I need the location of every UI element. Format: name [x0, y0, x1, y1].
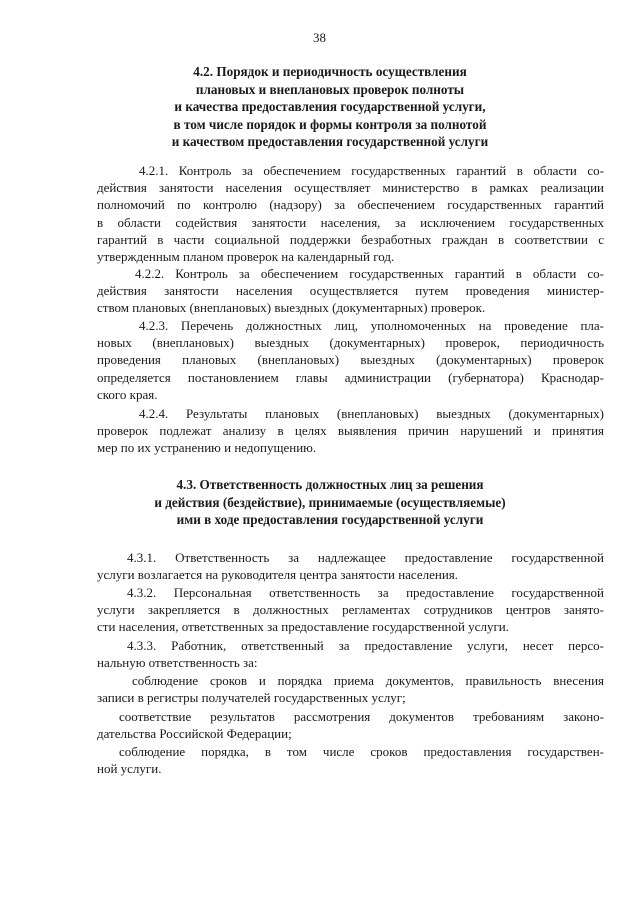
heading-line: и качества предоставления государственной услуги,: [174, 99, 486, 114]
text-line: утвержденным планом проверок на календарный год.: [97, 249, 395, 265]
text-line: в области содействия занятости населения, за исключением государственных: [97, 214, 604, 230]
text-line: 4.2.4. Результаты плановых (внеплановых) выездных (документарных): [139, 406, 604, 421]
text-line: полномочий по контролю (надзору) за обеспечением государственных гарантий: [97, 197, 604, 213]
text-line: услуги закрепляется в должностных регламентах сотрудников центров занято-: [97, 602, 604, 618]
page-number: 38: [313, 30, 326, 45]
paragraph-4-3-3: [97, 637, 604, 671]
text-line: ной услуги.: [97, 761, 162, 777]
section-4-2-heading: [110, 63, 550, 151]
paragraph-4-2-2: [97, 265, 604, 317]
text-line: дательства Российской Федерации;: [97, 726, 292, 742]
heading-line: в том числе порядок и формы контроля за полнотой: [173, 116, 487, 132]
text-line: 4.3.3. Работник, ответственный за предоставление услуги, несет персо-: [127, 638, 604, 653]
text-line: определяется постановлением главы администрации (губернатора) Краснодар-: [97, 369, 604, 385]
text-line: 4.2.1. Контроль за обеспечением государственных гарантий в области со-: [139, 163, 604, 178]
text-line: проведения плановых (внеплановых) выездных (документарных) проверок: [97, 352, 604, 368]
heading-line: 4.3. Ответственность должностных лиц за решения: [176, 477, 484, 492]
text-line: услуги возлагается на руководителя центра занятости населения.: [97, 567, 459, 583]
text-line: ского края.: [97, 386, 158, 402]
heading-line: ими в ходе предоставления государственной услуги: [176, 512, 484, 527]
text-line: 4.3.1. Ответственность за надлежащее предоставление государственной: [127, 550, 604, 565]
list-item-2: [97, 708, 604, 742]
text-line: соблюдение порядка, в том числе сроков предоставления государствен-: [119, 744, 604, 759]
list-item-3: [97, 743, 604, 777]
heading-line: и действия (бездействие), принимаемые (осуществляемые): [154, 494, 506, 510]
text-line: 4.2.3. Перечень должностных лиц, уполномоченных на проведение пла-: [139, 318, 604, 333]
list-item-1: [97, 672, 604, 706]
section-4-3-heading: [110, 476, 550, 529]
text-line: соответствие результатов рассмотрения документов требованиям законо-: [119, 709, 604, 724]
text-line: ством плановых (внеплановых) выездных (документарных) проверок.: [97, 300, 486, 316]
text-line: записи в регистры получателей государственных услуг;: [97, 690, 406, 706]
heading-line: и качеством предоставления государственной услуги: [171, 134, 489, 149]
text-line: проверок подлежат анализу в целях выявления причин нарушений и принятия: [97, 423, 604, 439]
text-line: гарантий в части социальной поддержки безработных граждан в соответствии с: [97, 231, 604, 247]
text-line: соблюдение сроков и порядка приема документов, правильность внесения: [132, 673, 604, 688]
paragraph-4-2-4: [97, 405, 604, 457]
heading-line: плановых и внеплановых проверок полноты: [195, 81, 465, 97]
text-line: нальную ответственность за:: [97, 655, 258, 671]
paragraph-4-2-1: [97, 162, 604, 265]
text-line: 4.3.2. Персональная ответственность за предоставление государственной: [127, 585, 604, 600]
paragraph-4-2-3: [97, 317, 604, 403]
text-line: мер по их устранению и недопущению.: [97, 440, 317, 456]
text-line: действия занятости населения осуществляется путем проведения министер-: [97, 283, 604, 299]
text-line: новых (внеплановых) выездных (документарных) проверок, периодичность: [97, 335, 604, 351]
text-line: действия занятости населения осуществляет министерство в рамках реализации: [97, 180, 604, 196]
heading-line: 4.2. Порядок и периодичность осуществления: [193, 64, 467, 79]
paragraph-4-3-1: [97, 549, 604, 583]
text-line: сти населения, ответственных за предоставление государственной услуги.: [97, 619, 509, 635]
paragraph-4-3-2: [97, 584, 604, 636]
text-line: 4.2.2. Контроль за обеспечением государственных гарантий в области со-: [135, 266, 604, 281]
